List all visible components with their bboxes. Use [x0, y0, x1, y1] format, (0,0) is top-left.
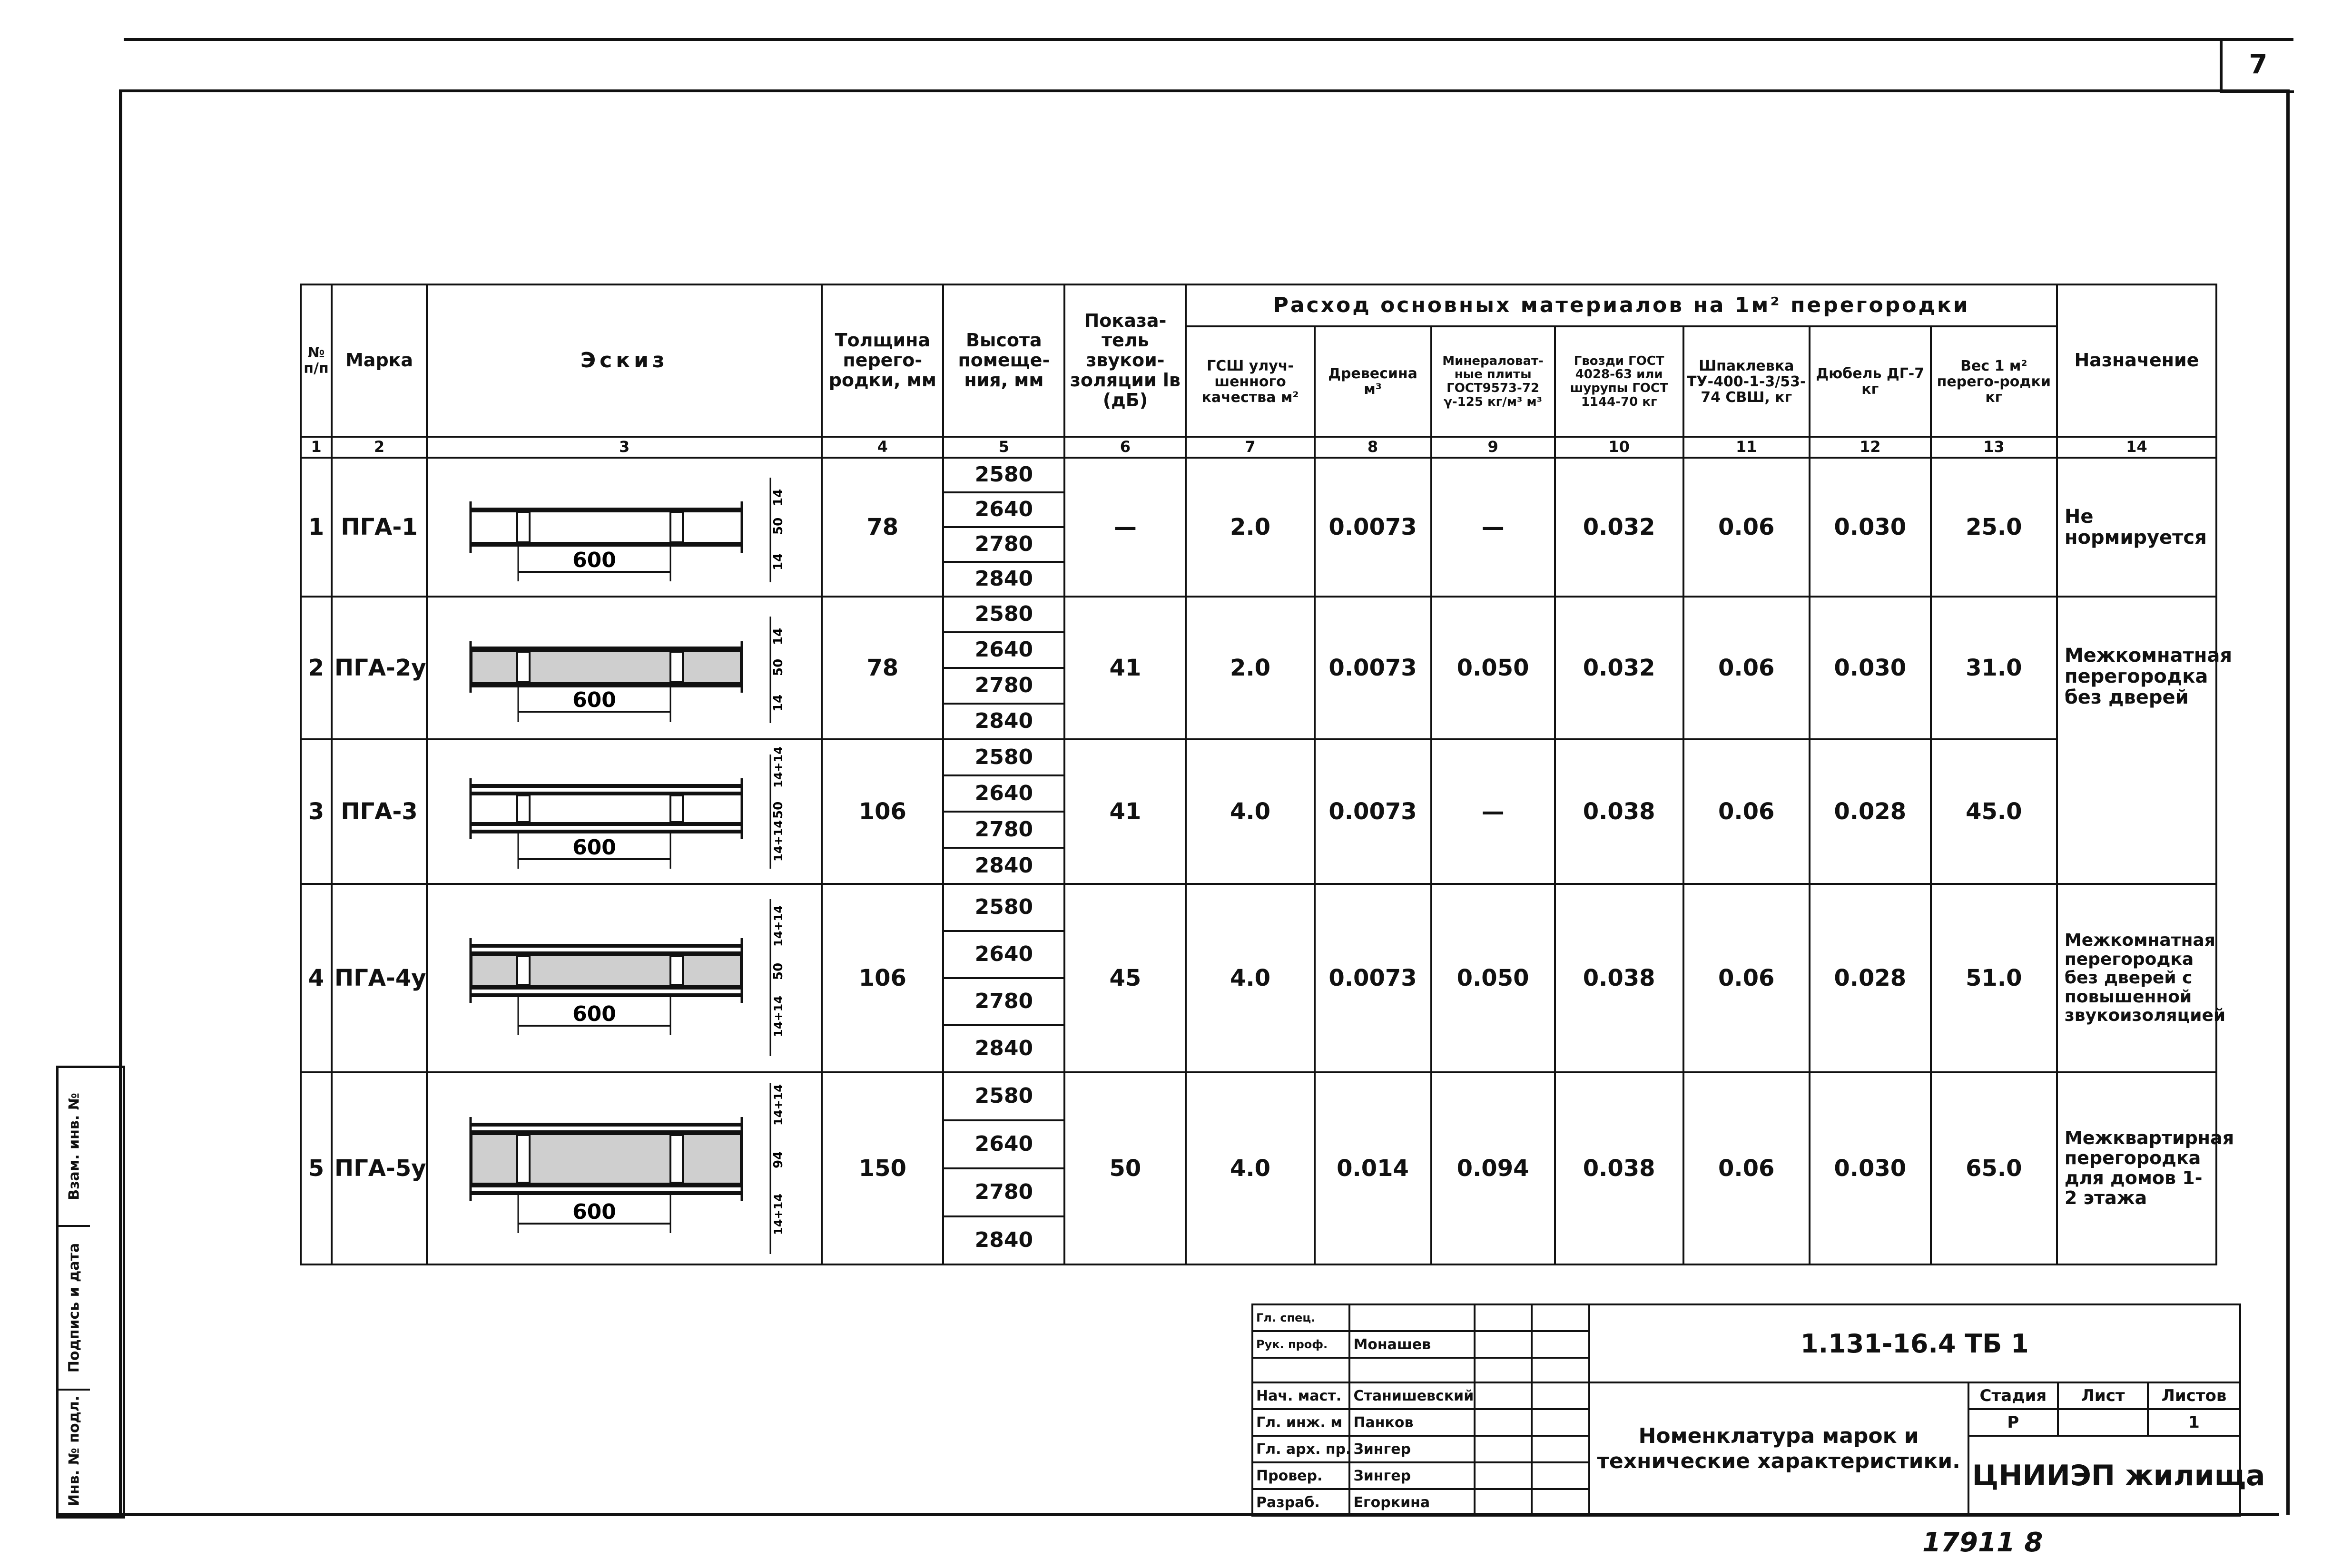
stamp-name: Зингер: [1349, 1462, 1474, 1489]
sheets-value: 1: [2148, 1409, 2240, 1436]
stamp-name: Станишевский: [1349, 1382, 1474, 1409]
svg-text:14+14: 14+14: [772, 746, 786, 788]
row-thickness: 106: [822, 739, 943, 884]
row-dowel: 0.030: [1810, 458, 1931, 597]
header-sketch: Эскиз: [427, 284, 822, 437]
partition-sketch: [428, 740, 823, 883]
row-height: 2640: [943, 492, 1064, 527]
row-height: 2840: [943, 848, 1064, 884]
row-height: 2640: [943, 775, 1064, 812]
row-weight: 25.0: [1931, 458, 2057, 597]
svg-text:14: 14: [771, 627, 786, 645]
row-mineral: 0.094: [1431, 1072, 1555, 1264]
row-putty: 0.06: [1683, 884, 1810, 1072]
stamp-signature: [1475, 1304, 1532, 1331]
row-height: 2580: [943, 739, 1064, 775]
svg-text:14+14: 14+14: [772, 1194, 786, 1235]
stamp-date: [1532, 1436, 1589, 1462]
stamp-role: Гл. арх. пр.: [1252, 1436, 1349, 1462]
row-height: 2580: [943, 458, 1064, 492]
row-weight: 45.0: [1931, 739, 2057, 884]
stamp-role: Разраб.: [1252, 1489, 1349, 1516]
column-numbers-row: [301, 437, 2216, 458]
stamp-date: [1532, 1409, 1589, 1436]
row-sound: 50: [1064, 1072, 1186, 1264]
row-number: 3: [301, 739, 332, 884]
col-number: 6: [1064, 437, 1186, 458]
row-weight: 65.0: [1931, 1072, 2057, 1264]
row-mineral: 0.050: [1431, 884, 1555, 1072]
row-gsh: 2.0: [1186, 458, 1314, 597]
header-gsh: ГСШ улуч-шенного качества м²: [1186, 326, 1314, 437]
sketch-cell: [427, 739, 822, 884]
stamp-name: Егоркина: [1349, 1489, 1474, 1516]
row-mineral: —: [1431, 739, 1555, 884]
row-sound: 41: [1064, 739, 1186, 884]
sketch-dimension: 600: [572, 835, 616, 860]
row-weight: 31.0: [1931, 597, 2057, 739]
col-number: 2: [332, 437, 427, 458]
side-stamp-cell: [59, 1391, 90, 1511]
row-mark: ПГА-2у: [332, 597, 427, 739]
col-number: 12: [1810, 437, 1931, 458]
row-weight: 51.0: [1931, 884, 2057, 1072]
col-number: 10: [1555, 437, 1683, 458]
row-thickness: 150: [822, 1072, 943, 1264]
stamp-signature: [1475, 1382, 1532, 1409]
row-mineral: 0.050: [1431, 597, 1555, 739]
partition-sketch: [428, 885, 823, 1071]
row-sound: 45: [1064, 884, 1186, 1072]
stamp-spacer: [1349, 1358, 1474, 1382]
row-thickness: 78: [822, 458, 943, 597]
header-dowel: Дюбель ДГ-7 кг: [1810, 326, 1931, 437]
svg-text:14+14: 14+14: [772, 820, 786, 862]
row-height: 2840: [943, 704, 1064, 739]
specification-table: [300, 284, 2234, 1265]
side-stamp-cell: [59, 1068, 90, 1227]
header-materials: Расход основных материалов на 1м² перегородки: [1186, 284, 2056, 326]
row-mineral: —: [1431, 458, 1555, 597]
side-stamp-text: Инв. № подл.: [66, 1395, 83, 1507]
row-wood: 0.0073: [1315, 884, 1431, 1072]
side-stamp: [56, 1066, 125, 1519]
row-dowel: 0.028: [1810, 739, 1931, 884]
row-sound: 41: [1064, 597, 1186, 739]
row-thickness: 106: [822, 884, 943, 1072]
row-purpose: Межквартирная перегородка для домов 1-2 этажа: [2057, 1072, 2216, 1264]
stamp-signature: [1475, 1331, 1532, 1358]
svg-text:50: 50: [771, 801, 786, 819]
top-border-line: [124, 38, 2293, 41]
row-height: 2580: [943, 1072, 1064, 1120]
row-nails: 0.038: [1555, 1072, 1683, 1264]
col-number: 11: [1683, 437, 1810, 458]
row-height: 2780: [943, 668, 1064, 704]
table-row: [301, 1072, 2216, 1120]
row-putty: 0.06: [1683, 739, 1810, 884]
page-number-box: [2220, 38, 2294, 93]
col-number: 14: [2057, 437, 2216, 458]
col-number: 1: [301, 437, 332, 458]
sketch-cell: [427, 597, 822, 739]
row-height: 2840: [943, 1216, 1064, 1264]
stage-label: Стадия: [1968, 1382, 2058, 1409]
svg-text:14: 14: [771, 489, 786, 506]
svg-text:50: 50: [771, 658, 786, 676]
row-gsh: 4.0: [1186, 1072, 1314, 1264]
table-row: [301, 458, 2216, 492]
header-n: № п/п: [301, 284, 332, 437]
row-mark: ПГА-3: [332, 739, 427, 884]
stamp-signature: [1475, 1409, 1532, 1436]
header-sound: Показа-тель звукои-золяции lв (дБ): [1064, 284, 1186, 437]
col-number: 7: [1186, 437, 1314, 458]
col-number: 4: [822, 437, 943, 458]
row-height: 2780: [943, 527, 1064, 562]
header-height: Высота помеще-ния, мм: [943, 284, 1064, 437]
svg-text:14+14: 14+14: [772, 905, 786, 947]
stamp-role: Гл. спец.: [1252, 1304, 1349, 1331]
stamp-date: [1532, 1462, 1589, 1489]
header-putty: Шпаклевка ТУ-400-1-3/53-74 СВШ, кг: [1683, 326, 1810, 437]
row-dowel: 0.030: [1810, 1072, 1931, 1264]
row-height: 2640: [943, 632, 1064, 668]
stamp-role: Гл. инж. м: [1252, 1409, 1349, 1436]
sketch-dimension: 600: [572, 1002, 616, 1026]
svg-text:50: 50: [771, 962, 786, 980]
col-number: 13: [1931, 437, 2057, 458]
inventory-number: 17911 8: [1922, 1527, 2043, 1558]
row-purpose: Не нормируется: [2057, 458, 2216, 597]
col-number: 3: [427, 437, 822, 458]
side-stamp-cell: [59, 1227, 90, 1391]
row-nails: 0.032: [1555, 597, 1683, 739]
row-nails: 0.032: [1555, 458, 1683, 597]
svg-text:50: 50: [771, 517, 786, 535]
row-height: 2780: [943, 978, 1064, 1025]
row-height: 2580: [943, 884, 1064, 931]
row-purpose: Межкомнатная перегородка без дверей с повышенной звукоизоляцией: [2057, 884, 2216, 1072]
table-row: [301, 597, 2216, 632]
stamp-spacer: [1532, 1358, 1589, 1382]
partition-sketch: [428, 1073, 823, 1264]
row-gsh: 4.0: [1186, 884, 1314, 1072]
table-row: [301, 884, 2216, 931]
sketch-cell: [427, 458, 822, 597]
row-nails: 0.038: [1555, 884, 1683, 1072]
stamp-date: [1532, 1489, 1589, 1516]
header-nails: Гвозди ГОСТ 4028-63 или шурупы ГОСТ 1144-70 кг: [1555, 326, 1683, 437]
stamp-signature: [1475, 1489, 1532, 1516]
row-putty: 0.06: [1683, 597, 1810, 739]
stamp-name: Монашев: [1349, 1331, 1474, 1358]
stamp-name: [1349, 1304, 1474, 1331]
sketch-cell: [427, 884, 822, 1072]
col-number: 9: [1431, 437, 1555, 458]
stamp-name: Панков: [1349, 1409, 1474, 1436]
page-number: 7: [2249, 49, 2268, 80]
col-number: 5: [943, 437, 1064, 458]
row-height: 2640: [943, 931, 1064, 978]
sketch-dimension: 600: [572, 548, 616, 572]
row-height: 2780: [943, 1168, 1064, 1216]
row-height: 2640: [943, 1120, 1064, 1168]
row-mark: ПГА-5у: [332, 1072, 427, 1264]
stamp-signature: [1475, 1436, 1532, 1462]
side-stamp-text: Подпись и дата: [66, 1243, 83, 1373]
sheets-label: Листов: [2148, 1382, 2240, 1409]
row-nails: 0.038: [1555, 739, 1683, 884]
header-thickness: Толщина перего-родки, мм: [822, 284, 943, 437]
sketch-dimension: 600: [572, 688, 616, 712]
row-thickness: 78: [822, 597, 943, 739]
sketch-dimension: 600: [572, 1200, 616, 1224]
stamp-role: Нач. маст.: [1252, 1382, 1349, 1409]
stage-value: Р: [1968, 1409, 2058, 1436]
svg-text:14: 14: [771, 553, 786, 570]
row-wood: 0.0073: [1315, 597, 1431, 739]
sheet-value: [2058, 1409, 2148, 1436]
organization: ЦНИИЭП жилища: [1968, 1436, 2240, 1516]
stamp-spacer: [1252, 1358, 1349, 1382]
header-purpose: Назначение: [2057, 284, 2216, 437]
svg-text:14+14: 14+14: [772, 1084, 786, 1126]
row-number: 2: [301, 597, 332, 739]
header-weight: Вес 1 м² перего-родки кг: [1931, 326, 2057, 437]
row-putty: 0.06: [1683, 458, 1810, 597]
row-wood: 0.014: [1315, 1072, 1431, 1264]
document-title: Номенклатура марок и технические характеристики.: [1589, 1382, 1968, 1516]
partition-sketch: [428, 598, 823, 738]
side-stamp-text: Взам. инв. №: [66, 1093, 83, 1200]
row-wood: 0.0073: [1315, 458, 1431, 597]
row-height: 2840: [943, 1025, 1064, 1072]
stamp-role: Провер.: [1252, 1462, 1349, 1489]
row-gsh: 4.0: [1186, 739, 1314, 884]
svg-text:14+14: 14+14: [772, 996, 786, 1037]
col-number: 8: [1315, 437, 1431, 458]
row-sound: —: [1064, 458, 1186, 597]
row-height: 2780: [943, 812, 1064, 848]
header-mineral: Минераловат-ные плиты ГОСТ9573-72 γ-125 кг/м³ м³: [1431, 326, 1555, 437]
row-mark: ПГА-4у: [332, 884, 427, 1072]
stamp-spacer: [1475, 1358, 1532, 1382]
document-code: 1.131-16.4 ТБ 1: [1589, 1304, 2240, 1382]
table-row: [301, 739, 2216, 775]
row-mark: ПГА-1: [332, 458, 427, 597]
svg-text:94: 94: [771, 1151, 786, 1168]
row-purpose: Межкомнатная перегородка без дверей: [2057, 597, 2216, 884]
row-dowel: 0.028: [1810, 884, 1931, 1072]
title-block: [1251, 1303, 2265, 1517]
stamp-role: Рук. проф.: [1252, 1331, 1349, 1358]
sketch-cell: [427, 1072, 822, 1264]
row-number: 5: [301, 1072, 332, 1264]
row-wood: 0.0073: [1315, 739, 1431, 884]
stamp-signature: [1475, 1462, 1532, 1489]
row-height: 2580: [943, 597, 1064, 632]
stamp-name: Зингер: [1349, 1436, 1474, 1462]
stamp-date: [1532, 1382, 1589, 1409]
row-dowel: 0.030: [1810, 597, 1931, 739]
row-gsh: 2.0: [1186, 597, 1314, 739]
row-number: 4: [301, 884, 332, 1072]
row-putty: 0.06: [1683, 1072, 1810, 1264]
stamp-date: [1532, 1304, 1589, 1331]
partition-sketch: [428, 459, 823, 596]
svg-text:14: 14: [771, 694, 786, 712]
sheet-label: Лист: [2058, 1382, 2148, 1409]
header-mark: Марка: [332, 284, 427, 437]
header-wood: Древесина м³: [1315, 326, 1431, 437]
stamp-date: [1532, 1331, 1589, 1358]
row-number: 1: [301, 458, 332, 597]
row-height: 2840: [943, 562, 1064, 597]
